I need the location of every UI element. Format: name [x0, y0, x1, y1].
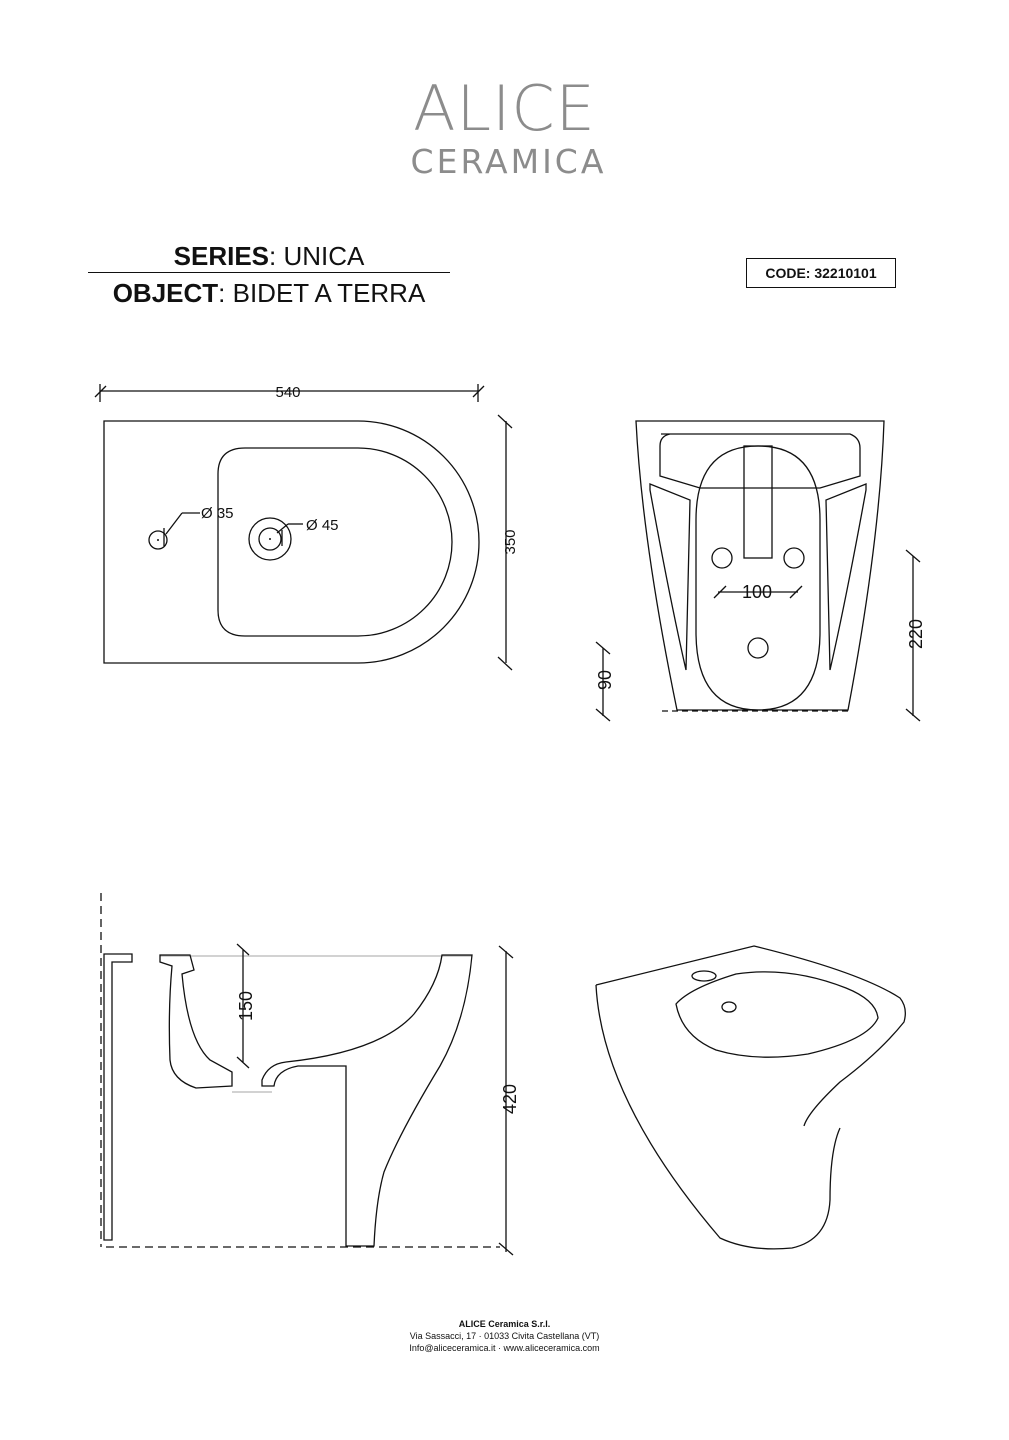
object-label: OBJECT	[112, 278, 219, 308]
dim-hole-small-label: Ø 35	[201, 505, 234, 522]
rear-cavity	[696, 446, 820, 710]
footer-address: Via Sassacci, 17 · 01033 Civita Castellana (VT)	[409, 1331, 600, 1341]
object-value: : BIDET A TERRA	[218, 278, 426, 308]
bowl-rear-section	[160, 955, 232, 1088]
dim-420-label: 420	[500, 1083, 520, 1115]
series-label: SERIES	[173, 241, 270, 271]
dim-150-label: 150	[236, 990, 256, 1022]
bowl-front-section	[262, 955, 472, 1246]
side-section	[101, 893, 513, 1255]
perspective-body	[596, 985, 840, 1249]
series-value: : UNICA	[269, 241, 365, 271]
product-code-box: CODE: 32210101	[746, 258, 896, 288]
depth-tick-top	[498, 415, 512, 428]
rear-wall-section	[104, 954, 132, 1240]
fixing-hole-right	[784, 548, 804, 568]
dim-spacing-label: 100	[741, 582, 773, 602]
brand-logo-ceramica: CERAMICA	[410, 142, 607, 181]
brand-logo-alice: ALICE	[413, 72, 596, 145]
top-view-bowl	[218, 448, 452, 636]
perspective-bowl	[676, 972, 878, 1057]
fixing-hole-left	[712, 548, 732, 568]
leader-small	[166, 513, 182, 534]
supply-hole	[748, 638, 768, 658]
dim-width-label: 540	[275, 384, 301, 401]
rear-rib-left	[650, 484, 690, 670]
dim-90-label: 90	[595, 669, 615, 691]
dim-220-label: 220	[906, 618, 926, 650]
perspective-drain	[722, 1002, 736, 1012]
top-view-centres	[157, 538, 271, 541]
rear-channel	[744, 446, 772, 558]
top-view	[95, 384, 512, 670]
perspective-view	[596, 946, 905, 1249]
dim-hole-large-label: Ø 45	[306, 517, 339, 534]
footer-contact: Info@aliceceramica.it · www.aliceceramica.com	[409, 1343, 600, 1353]
rear-view	[596, 421, 920, 721]
centre-small	[157, 539, 159, 541]
perspective-tap-hole	[692, 971, 716, 981]
rear-view-outline	[636, 421, 884, 710]
depth-tick-bottom	[498, 657, 512, 670]
dim-depth-label: 350	[502, 529, 519, 555]
top-view-outline	[104, 421, 479, 663]
centre-large	[269, 538, 271, 540]
rear-view-rim	[660, 434, 860, 488]
footer-company: ALICE Ceramica S.r.l.	[458, 1319, 551, 1329]
